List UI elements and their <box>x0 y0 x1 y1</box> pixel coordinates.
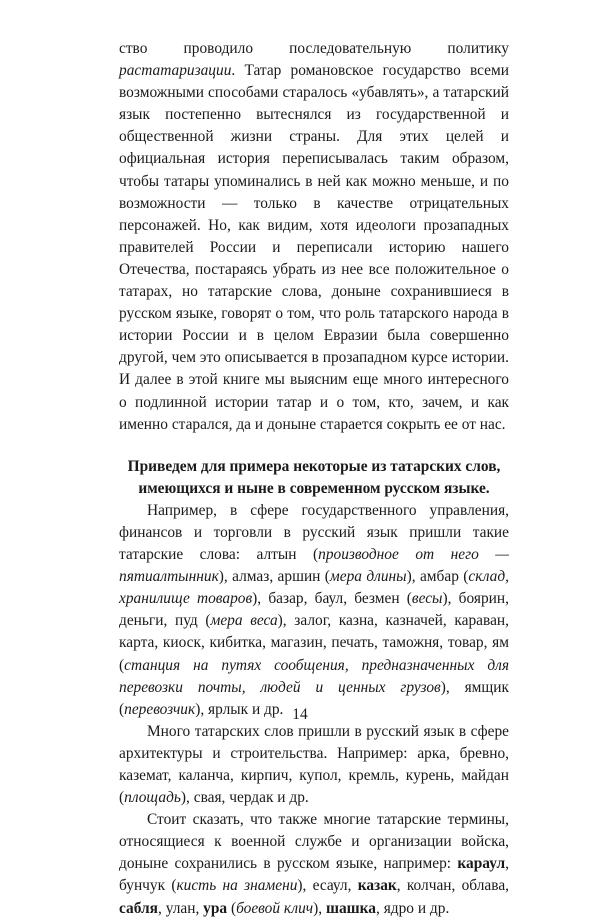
page-number: 14 <box>292 706 308 723</box>
paragraph-2: Например, в сфере государственного управления, финансов и торговли в русский язык пришли такие татарские слова: алтын (производное от него — пятиалтынник), алмаз, аршин (мера длины), амбар (склад, хранилище товаров), базар, баул, безмен (весы), боярин, деньги, пуд (мера веса), залог, казна, казначей, караван, карта, киоск, кибитка, магазин, печать, таможня, товар, ям (станция на путях сообщения, предназначенных для перевозки почты, людей и ценных грузов), ямщик (перевозчик), ярлык и др. <box>119 501 509 718</box>
italic-term: растатаризации <box>119 62 232 80</box>
section-heading <box>119 456 509 500</box>
body-text <box>119 38 509 920</box>
paragraph-1: ство проводило последовательную политику растатаризации. Татар романовское государство всеми возможными способами старалось «убавлять», а татарский язык постепенно вытеснялся из государственной и общественной жизни страны. Для этих целей и официальная история переписывалась таким образом, чтобы татары упоминались в ней как можно меньше, и по возможности — только в качестве отрицательных персонажей. Но, как видим, хотя идеологи прозападных правителей России и переписали историю нашего Отечества, постараясь убрать из нее все положительное о татарах, но татарские слова, доныне сохранившиеся в русском языке, говорят о том, что роль татарского народа в истории России и в целом Евразии была совершенно другой, чем это описывается в прозападном курсе истории. И далее в этой книге мы выясним еще много интересного о подлинной истории татар и о том, кто, зачем, и как именно старался, да и доныне старается сокрыть ее от нас. <box>119 40 509 433</box>
paragraph-4: Стоит сказать, что также многие татарские термины, относящиеся к военной службе и организации войска, доныне сохранились в русском языке, например: караул, бунчук (кисть на знамени), есаул, казак, колчан, облава, сабля, улан, ура (боевой клич), шашка, ядро и др. <box>119 811 509 917</box>
heading-line: Приведем для примера некоторые из татарских слов, <box>127 457 501 475</box>
paragraph-3: Много татарских слов пришли в русский язык в сфере архитектуры и строительства. Например: арка, бревно, каземат, каланча, кирпич, купол, кремль, курень, майдан (площадь), свая, чердак и др. <box>119 722 509 807</box>
heading-line: имеющихся и ныне в современном русском языке. <box>138 479 490 497</box>
